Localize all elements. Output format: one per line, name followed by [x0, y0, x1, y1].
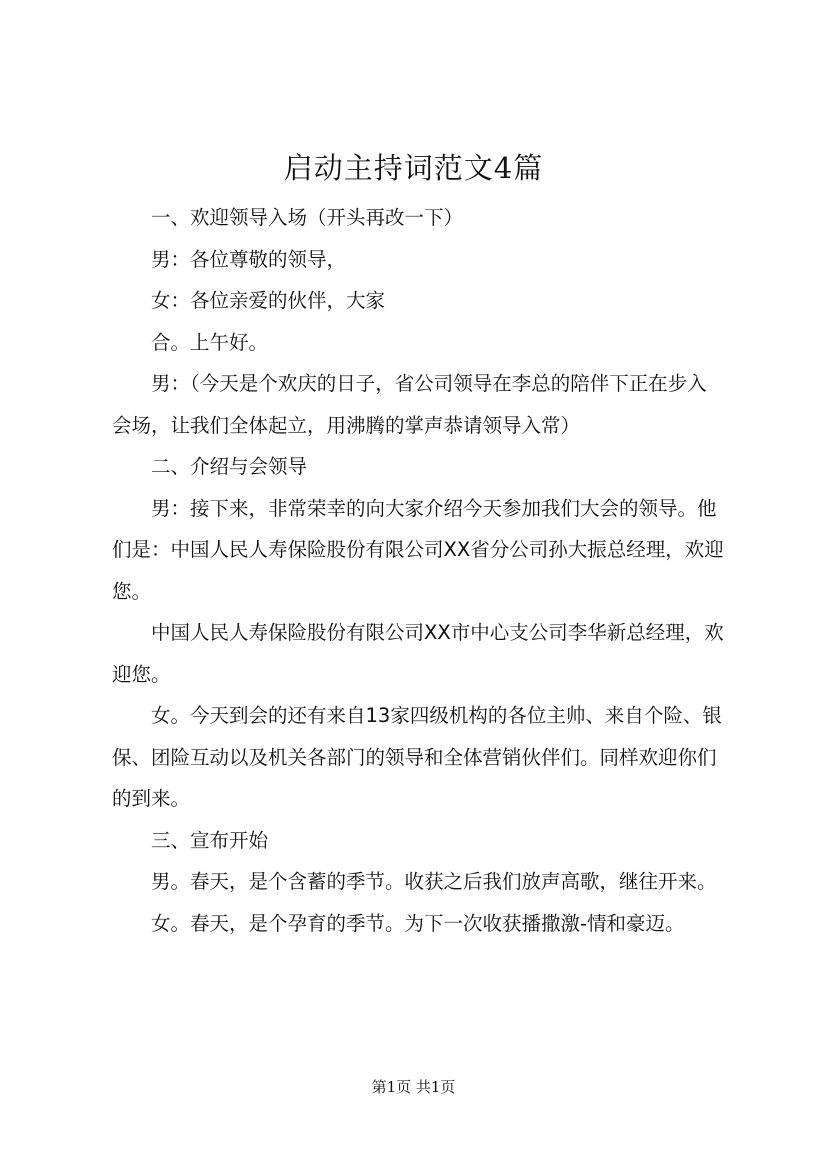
- paragraph-male-greeting: 男：各位尊敬的领导，: [151, 247, 347, 271]
- paragraph-female-greeting: 女：各位亲爱的伙伴，大家: [151, 289, 386, 312]
- paragraph-section-3-heading: 三、宣布开始: [151, 828, 269, 852]
- paragraph-female-spring: 女。春天，是个孕育的季节。为下一次收获播撒激-情和豪迈。: [151, 911, 685, 935]
- paragraph-section-2-heading: 二、介绍与会领导: [151, 455, 308, 478]
- paragraph-female-introduction: 女。今天到会的还有来自13家四级机构的各位主帅、来自个险、银保、团险互动以及机关各部门的领导和全体营销伙伴们。同样欢迎你们的到来。: [112, 704, 722, 810]
- document-body: [112, 197, 724, 944]
- paragraph-section-1-heading: 一、欢迎领导入场（开头再改一下）: [151, 206, 464, 229]
- paragraph-male-introduction: 男：接下来，非常荣幸的向大家介绍今天参加我们大会的领导。他们是：中国人民人寿保险股份有限公司XX省分公司孙大振总经理，欢迎您。: [112, 496, 724, 603]
- paragraph-male-spring: 男。春天，是个含蓄的季节。收获之后我们放声高歌，继往开来。: [151, 870, 717, 893]
- paragraph-introduction-continued: 中国人民人寿保险股份有限公司XX市中心支公司李华新总经理，欢迎您。: [112, 621, 724, 686]
- paragraph-together-greeting: 合。上午好。: [151, 330, 269, 354]
- page-number-footer: 第1页 共1页: [371, 1078, 456, 1096]
- paragraph-male-welcome: 男：（今天是个欢庆的日子，省公司领导在李总的陪伴下正在步入会场，让我们全体起立，用沸腾的掌声恭请领导入常）: [112, 372, 707, 437]
- document-title: 启动主持词范文4篇: [283, 151, 544, 185]
